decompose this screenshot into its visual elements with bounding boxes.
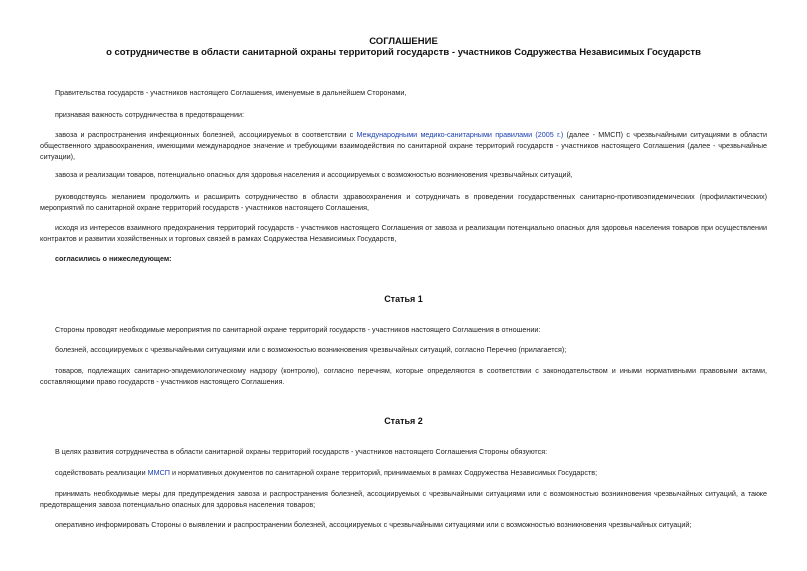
article-1-heading: Статья 1: [384, 294, 423, 304]
article-2-paragraph-2-end: и нормативных документов по санитарной охране территорий, принимаемых в рамках Содружества Независимых Государств;: [171, 468, 598, 477]
preamble-paragraph-5: руководствуясь желанием продолжить и расширить сотрудничество в области здравоохранения и сотрудничать в проведении государственных санитарно-противоэпидемических (профилактических) мероприятий по санитарной охране территорий государств - участников настоящего Соглашения,: [40, 192, 767, 212]
preamble-paragraph-4: завоза и реализации товаров, потенциально опасных для здоровья населения и ассоциируемых с возможностью возникновения чрезвычайных ситуаций,: [55, 170, 573, 179]
article-1-paragraph-1: Стороны проводят необходимые мероприятия по санитарной охране территорий государств - участников настоящего Соглашения в отношении:: [55, 325, 541, 334]
article-2-heading: Статья 2: [384, 416, 423, 426]
agreed-clause: согласились о нижеследующем:: [55, 254, 172, 263]
preamble-paragraph-1: Правительства государств - участников настоящего Соглашения, именуемые в дальнейшем Сторонами,: [55, 88, 407, 97]
article-1-paragraph-3: товаров, подлежащих санитарно-эпидемиологическому надзору (контролю), согласно перечням, которые определяются в соответствии с законодательством и иными нормативными правовыми актами, составляющими право государств - участников настоящего Соглашения.: [40, 366, 767, 386]
preamble-paragraph-3-start: завоза и распространения инфекционных болезней, ассоциируемых в соответствии с: [55, 130, 354, 139]
preamble-paragraph-2: признавая важность сотрудничества в предотвращении:: [55, 110, 245, 119]
article-2-paragraph-2-start: содействовать реализации: [55, 468, 146, 477]
document-subtitle: о сотрудничестве в области санитарной охраны территорий государств - участников Содружества Независимых Государств: [106, 47, 701, 58]
article-2-paragraph-4: оперативно информировать Стороны о выявлении и распространении болезней, ассоциируемых с чрезвычайными ситуациями или с возможностью возникновения чрезвычайных ситуаций;: [55, 520, 692, 529]
article-1-paragraph-2: болезней, ассоциируемых с чрезвычайными ситуациями или с возможностью возникновения чрезвычайных ситуаций, согласно Перечню (прилагается);: [55, 345, 567, 354]
ihr-abbrev-link[interactable]: ММСП: [147, 468, 170, 477]
document-title: СОГЛАШЕНИЕ: [369, 36, 438, 47]
preamble-paragraph-3: [40, 129, 767, 162]
article-2-paragraph-3: принимать необходимые меры для предупреждения завоза и распространения болезней, ассоциируемых с чрезвычайными ситуациями или с возможностью возникновения чрезвычайных ситуаций, а также предотвращения завоза потенциально опасных для здоровья населения товаров;: [40, 489, 767, 509]
preamble-paragraph-6: исходя из интересов взаимного предохранения территорий государств - участников настоящего Соглашения от завоза и реализации потенциально опасных для здоровья населения товаров при осуществлении контрактов и развитии хозяйственных и торговых связей в рамках Содружества Независимых Государств,: [40, 223, 767, 243]
ihr-2005-link[interactable]: Международными медико-санитарными правилами (2005 г.): [356, 130, 564, 139]
article-2-paragraph-1: В целях развития сотрудничества в области санитарной охраны территорий государств - участников настоящего Соглашения Стороны обязуются:: [55, 447, 548, 456]
preamble-paragraph-3-end: (далее - ММСП) с чрезвычайными ситуациями в области общественного здравоохранения, имеющими международное значение и требующими взаимодействия по санитарной охране территорий государств - участников настоящего Соглашения (далее - чрезвычайные ситуации),: [40, 130, 767, 161]
article-2-paragraph-2: [40, 467, 767, 478]
